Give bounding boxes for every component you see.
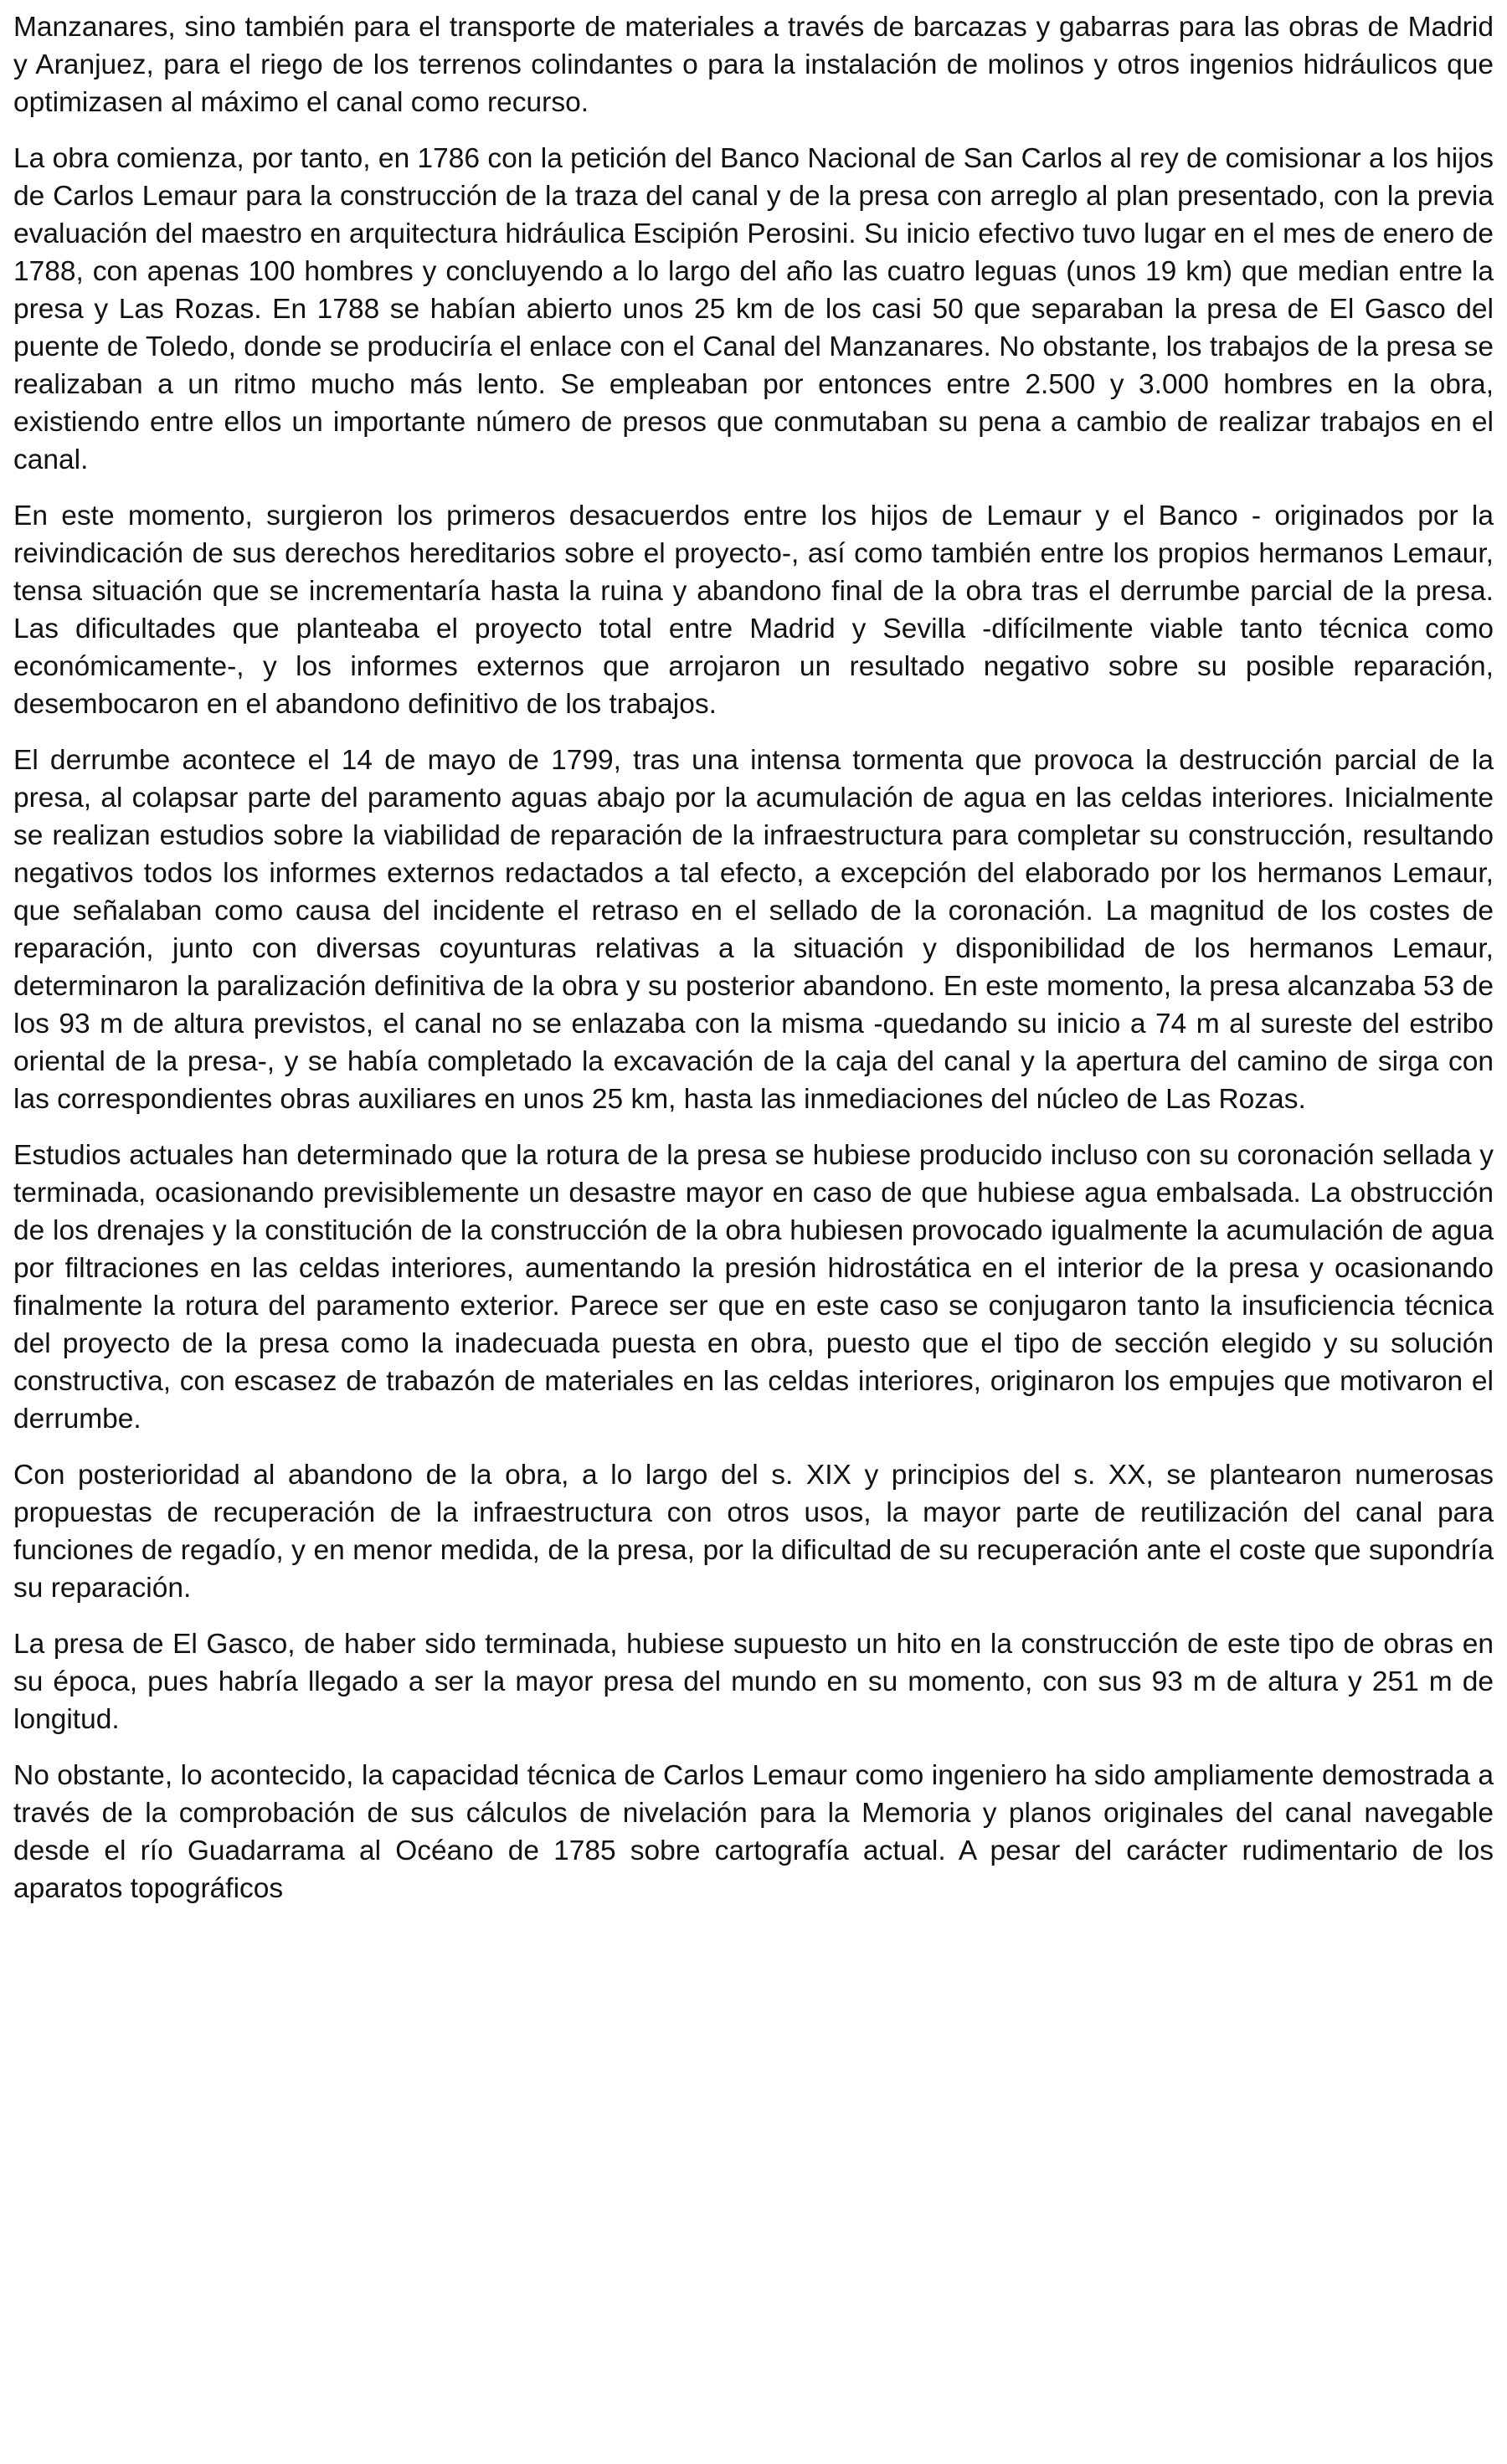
paragraph-current-studies: Estudios actuales han determinado que la rotura de la presa se hubiese producido incluso con su coronación sellada y terminada, ocasionando previsiblemente un desastre mayor en caso de que hubiese agua embalsada. La obstrucción de los drenajes y la constitución de la construcción de la obra hubiesen provocado igualmente la acumulación de agua por filtraciones en las celdas interiores, aumentando la presión hidrostática en el interior de la presa y ocasionando finalmente la rotura del paramento exterior. Parece ser que en este caso se conjugaron tanto la insuficiencia técnica del proyecto de la presa como la inadecuada puesta en obra, puesto que el tipo de sección elegido y su solución constructiva, con escasez de trabazón de materiales en las celdas interiores, originaron los empujes que motivaron el derrumbe. — [13, 1140, 1494, 1435]
paragraph-collapse: El derrumbe acontece el 14 de mayo de 1799, tras una intensa tormenta que provoca la destrucción parcial de la presa, al colapsar parte del paramento aguas abajo por la acumulación de agua en las celdas interiores. Inicialmente se realizan estudios sobre la viabilidad de reparación de la infraestructura para completar su construcción, resultando negativos todos los informes externos redactados a tal efecto, a excepción del elaborado por los hermanos Lemaur, que señalaban como causa del incidente el retraso en el sellado de la coronación. La magnitud de los costes de reparación, junto con diversas coyunturas relativas a la situación y disponibilidad de los hermanos Lemaur, determinaron la paralización definitiva de la obra y su posterior abandono. En este momento, la presa alcanzaba 53 de los 93 m de altura previstos, el canal no se enlazaba con la misma -quedando su inicio a 74 m al sureste del estribo oriental de la presa-, y se había completado la excavación de la caja del canal y la apertura del camino de sirga con las correspondientes obras auxiliares en unos 25 km, hasta las inmediaciones del núcleo de Las Rozas. — [13, 745, 1494, 1115]
paragraph-later-proposals: Con posterioridad al abandono de la obra, a lo largo del s. XIX y principios del s. XX, se plantearon numerosas propuestas de recuperación de la infraestructura con otros usos, la mayor parte de reutilización del canal para funciones de regadío, y en menor medida, de la presa, por la dificultad de su recuperación ante el coste que supondría su reparación. — [13, 1460, 1494, 1604]
paragraph-technical-capacity: No obstante, lo acontecido, la capacidad técnica de Carlos Lemaur como ingeniero ha sido ampliamente demostrada a través de la comprobación de sus cálculos de nivelación para la Memoria y planos originales del canal navegable desde el río Guadarrama al Océano de 1785 sobre cartografía actual. A pesar del carácter rudimentario de los aparatos topográficos — [13, 1760, 1494, 1904]
paragraph-canal-uses: Manzanares, sino también para el transporte de materiales a través de barcazas y gabarras para las obras de Madrid y Aranjuez, para el riego de los terrenos colindantes o para la instalación de molinos y otros ingenios hidráulicos que optimizasen al máximo el canal como recurso. — [13, 12, 1494, 118]
paragraph-works-begin: La obra comienza, por tanto, en 1786 con la petición del Banco Nacional de San Carlos al rey de comisionar a los hijos de Carlos Lemaur para la construcción de la traza del canal y de la presa con arreglo al plan presentado, con la previa evaluación del maestro en arquitectura hidráulica Escipión Perosini. Su inicio efectivo tuvo lugar en el mes de enero de 1788, con apenas 100 hombres y concluyendo a lo largo del año las cuatro leguas (unos 19 km) que median entre la presa y Las Rozas. En 1788 se habían abierto unos 25 km de los casi 50 que separaban la presa de El Gasco del puente de Toledo, donde se produciría el enlace con el Canal del Manzanares. No obstante, los trabajos de la presa se realizaban a un ritmo mucho más lento. Se empleaban por entonces entre 2.500 y 3.000 hombres en la obra, existiendo entre ellos un importante número de presos que conmutaban su pena a cambio de realizar trabajos en el canal. — [13, 143, 1494, 475]
paragraph-disagreements: En este momento, surgieron los primeros desacuerdos entre los hijos de Lemaur y el Banco - originados por la reivindicación de sus derechos hereditarios sobre el proyecto-, así como también entre los propios hermanos Lemaur, tensa situación que se incrementaría hasta la ruina y abandono final de la obra tras el derrumbe parcial de la presa. Las dificultades que planteaba el proyecto total entre Madrid y Sevilla -difícilmente viable tanto técnica como económicamente-, y los informes externos que arrojaron un resultado negativo sobre su posible reparación, desembocaron en el abandono definitivo de los trabajos. — [13, 501, 1494, 720]
paragraph-milestone: La presa de El Gasco, de haber sido terminada, hubiese supuesto un hito en la construcción de este tipo de obras en su época, pues habría llegado a ser la mayor presa del mundo en su momento, con sus 93 m de altura y 251 m de longitud. — [13, 1629, 1494, 1735]
document-page — [13, 8, 1494, 1926]
